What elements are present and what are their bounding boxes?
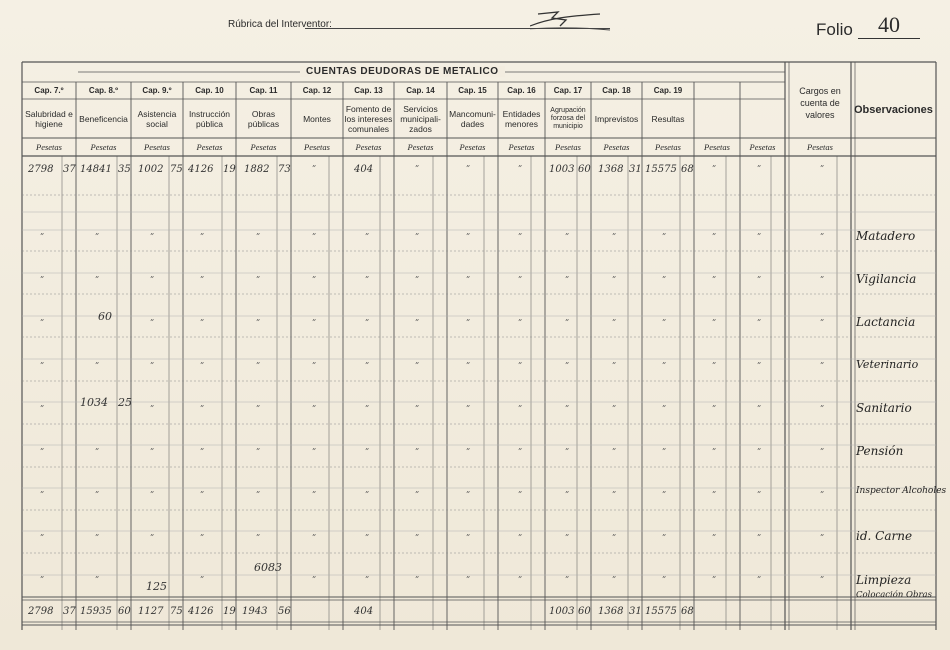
rubrica-label: Rúbrica del Interventor:: [228, 19, 332, 30]
ditto-mark: ”: [712, 318, 717, 327]
ditto-mark: ”: [200, 361, 205, 370]
ditto-mark: ”: [200, 404, 205, 413]
total-cap10-pesetas: 4126: [188, 606, 214, 617]
ditto-mark: ”: [200, 318, 205, 327]
obs-pension: Pensión: [856, 444, 904, 458]
col-4-cap: Cap. 11: [249, 86, 278, 95]
ditto-mark: ”: [200, 490, 205, 499]
total-cap19-cents: 68: [681, 606, 694, 617]
col-3-unit: Pesetas: [196, 142, 223, 152]
col-9-unit: Pesetas: [508, 142, 535, 152]
ditto-mark: ”: [150, 361, 155, 370]
total-cap10-cents: 19: [223, 606, 236, 617]
total-cap17-pesetas: 1003: [549, 606, 575, 617]
asistencia-entry-125: 125: [146, 580, 167, 593]
row1-cap19-cents: 68: [681, 164, 694, 175]
col-11-label: Imprevistos: [594, 113, 639, 124]
col-4-unit: Pesetas: [250, 142, 277, 152]
ditto-mark: ”: [712, 232, 717, 241]
col-14-label: [741, 100, 784, 137]
ditto-mark: ”: [662, 318, 667, 327]
total-cap19-pesetas: 15575: [645, 606, 677, 617]
ditto-mark: ”: [312, 318, 317, 327]
row1-cap7-cents: 37: [63, 164, 76, 175]
col-8-cap: Cap. 15: [458, 86, 487, 95]
row1-cap7-pesetas: 2798: [28, 164, 54, 175]
ditto-mark: ”: [415, 490, 420, 499]
ditto-mark: ”: [757, 318, 762, 327]
ditto-mark: ”: [518, 361, 523, 370]
ditto-mark: ”: [757, 361, 762, 370]
ditto-mark: ”: [415, 275, 420, 284]
ditto-mark: ”: [518, 232, 523, 241]
col-2-cap: Cap. 9.º: [142, 86, 172, 95]
ditto-mark: ”: [757, 404, 762, 413]
ditto-mark: ”: [40, 575, 45, 584]
ditto-mark: ”: [662, 275, 667, 284]
ditto-mark: ”: [712, 361, 717, 370]
row1-cap11-cents: 73: [278, 164, 291, 175]
ditto-mark: ”: [150, 275, 155, 284]
col-0-unit: Pesetas: [36, 142, 62, 152]
ditto-mark: ”: [466, 447, 471, 456]
ditto-mark: ”: [40, 232, 45, 241]
ditto-mark: ”: [256, 275, 261, 284]
ditto-mark: ”: [565, 533, 570, 542]
col-0-label: Salubridad e higiene: [25, 108, 73, 129]
ditto-mark: ”: [820, 490, 825, 499]
ditto-mark: ”: [565, 232, 570, 241]
col-8-label: Mancomuni-dades: [449, 108, 496, 129]
ditto-mark: ”: [466, 164, 471, 173]
ditto-mark: ”: [662, 575, 667, 584]
ditto-mark: ”: [40, 490, 45, 499]
row1-cap17-cents: 60: [578, 164, 591, 175]
ditto-mark: ”: [256, 490, 261, 499]
ditto-mark: ”: [95, 447, 100, 456]
ditto-mark: ”: [712, 164, 717, 173]
ditto-mark: ”: [612, 404, 617, 413]
ditto-mark: ”: [518, 533, 523, 542]
ditto-mark: ”: [757, 232, 762, 241]
ditto-mark: ”: [820, 575, 825, 584]
col-9-cap: Cap. 16: [507, 86, 536, 95]
ditto-mark: ”: [256, 533, 261, 542]
ditto-mark: ”: [612, 275, 617, 284]
ditto-mark: ”: [312, 447, 317, 456]
ditto-mark: ”: [820, 232, 825, 241]
ditto-mark: ”: [466, 533, 471, 542]
obs-colocacion-obras: Colocación Obras: [856, 590, 932, 600]
ditto-mark: ”: [712, 275, 717, 284]
col-1-cap: Cap. 8.º: [88, 86, 119, 95]
ditto-mark: ”: [820, 164, 825, 173]
ditto-mark: ”: [415, 404, 420, 413]
ditto-mark: ”: [256, 361, 261, 370]
row1-cap13-pesetas: 404: [354, 164, 374, 175]
col-13-label: [695, 100, 739, 137]
col-7-cap: Cap. 14: [406, 86, 435, 95]
ditto-mark: ”: [466, 275, 471, 284]
ditto-mark: ”: [662, 404, 667, 413]
ditto-mark: ”: [820, 361, 825, 370]
folio-label: Folio: [816, 20, 853, 39]
ditto-mark: ”: [312, 490, 317, 499]
ditto-mark: ”: [415, 232, 420, 241]
ditto-mark: ”: [256, 447, 261, 456]
ditto-mark: ”: [415, 533, 420, 542]
ditto-mark: ”: [40, 275, 45, 284]
ditto-mark: ”: [757, 447, 762, 456]
ditto-mark: ”: [365, 361, 370, 370]
ditto-mark: ”: [466, 318, 471, 327]
col-6-label: Fomento de los intereses comunales: [344, 103, 393, 134]
ditto-mark: ”: [466, 490, 471, 499]
ditto-mark: ”: [200, 275, 205, 284]
observaciones-header: Observaciones: [854, 104, 933, 116]
ditto-mark: ”: [518, 164, 523, 173]
ditto-mark: ”: [518, 318, 523, 327]
ditto-mark: ”: [365, 533, 370, 542]
col-4-label: Obras públicas: [247, 108, 280, 129]
row1-cap11-pesetas: 1882: [244, 164, 270, 175]
ditto-mark: ”: [612, 575, 617, 584]
ditto-mark: ”: [256, 318, 261, 327]
ditto-mark: ”: [757, 575, 762, 584]
total-cap11-cents: 56: [278, 606, 291, 617]
ditto-mark: ”: [200, 232, 205, 241]
document-title: CUENTAS DEUDORAS DE METALICO: [300, 66, 505, 77]
ditto-mark: ”: [150, 232, 155, 241]
ditto-mark: ”: [40, 361, 45, 370]
total-cap7-cents: 37: [63, 606, 76, 617]
total-cap17-cents: 60: [578, 606, 591, 617]
col-12-cap: Cap. 19: [653, 86, 683, 95]
folio-number: 40: [858, 12, 920, 39]
ditto-mark: ”: [757, 533, 762, 542]
total-cap13-pesetas: 404: [354, 606, 374, 617]
row1-cap8-pesetas: 14841: [80, 164, 112, 175]
ditto-mark: ”: [518, 575, 523, 584]
ditto-mark: ”: [820, 447, 825, 456]
obs-veterinario: Veterinario: [856, 358, 919, 371]
obs-id-carne: id. Carne: [856, 529, 913, 543]
ditto-mark: ”: [256, 232, 261, 241]
ditto-mark: ”: [95, 232, 100, 241]
ditto-mark: ”: [415, 447, 420, 456]
beneficencia-entry-1034: 1034: [80, 396, 108, 409]
ditto-mark: ”: [150, 447, 155, 456]
ditto-mark: ”: [662, 490, 667, 499]
col-13-unit: Pesetas: [704, 142, 730, 152]
obs-matadero: Matadero: [856, 229, 916, 243]
beneficencia-entry-60: 60: [98, 310, 112, 323]
ditto-mark: ”: [150, 533, 155, 542]
obs-vigilancia: Vigilancia: [856, 272, 917, 286]
ditto-mark: ”: [312, 533, 317, 542]
ditto-mark: ”: [757, 275, 762, 284]
col-12-unit: Pesetas: [655, 142, 681, 152]
total-cap9-cents: 75: [170, 606, 183, 617]
ditto-mark: ”: [365, 275, 370, 284]
ditto-mark: ”: [415, 164, 420, 173]
ditto-mark: ”: [365, 575, 370, 584]
ditto-mark: ”: [95, 275, 100, 284]
ditto-mark: ”: [712, 404, 717, 413]
total-cap11-pesetas: 1943: [242, 606, 268, 617]
row1-cap9-pesetas: 1002: [138, 164, 164, 175]
col-3-label: Instrucción pública: [188, 108, 231, 129]
ditto-mark: ”: [150, 318, 155, 327]
col-7-unit: Pesetas: [407, 142, 434, 152]
ditto-mark: ”: [565, 404, 570, 413]
ditto-mark: ”: [820, 533, 825, 542]
total-cap7-pesetas: 2798: [28, 606, 54, 617]
ditto-mark: ”: [365, 232, 370, 241]
col-2-unit: Pesetas: [144, 142, 170, 152]
ditto-mark: ”: [518, 447, 523, 456]
ditto-mark: ”: [612, 533, 617, 542]
ditto-mark: ”: [565, 447, 570, 456]
row1-cap8-cents: 35: [118, 164, 131, 175]
ditto-mark: ”: [712, 447, 717, 456]
ditto-mark: ”: [365, 447, 370, 456]
ditto-mark: ”: [612, 490, 617, 499]
ditto-mark: ”: [365, 404, 370, 413]
ditto-mark: ”: [820, 404, 825, 413]
ditto-mark: ”: [565, 490, 570, 499]
total-cap8-cents: 60: [118, 606, 131, 617]
ditto-mark: ”: [565, 275, 570, 284]
ditto-mark: ”: [95, 533, 100, 542]
col-0-cap: Cap. 7.º: [34, 86, 64, 95]
ditto-mark: ”: [518, 404, 523, 413]
ditto-mark: ”: [365, 490, 370, 499]
ditto-mark: ”: [565, 361, 570, 370]
ditto-mark: ”: [95, 361, 100, 370]
ditto-mark: ”: [612, 318, 617, 327]
ditto-mark: ”: [662, 533, 667, 542]
col-8-unit: Pesetas: [459, 142, 486, 152]
ditto-mark: ”: [365, 318, 370, 327]
row1-cap9-cents: 75: [170, 164, 183, 175]
ditto-mark: ”: [200, 575, 205, 584]
row1-cap18-pesetas: 1368: [598, 164, 624, 175]
col-5-cap: Cap. 12: [302, 86, 332, 95]
ditto-mark: ”: [312, 361, 317, 370]
ditto-mark: ”: [712, 533, 717, 542]
ditto-mark: ”: [40, 404, 45, 413]
col-1-unit: Pesetas: [90, 142, 117, 152]
ditto-mark: ”: [662, 232, 667, 241]
ditto-mark: ”: [40, 318, 45, 327]
ditto-mark: ”: [312, 404, 317, 413]
ditto-mark: ”: [518, 275, 523, 284]
beneficencia-entry-1034-cents: 25: [118, 396, 132, 409]
col-6-cap: Cap. 13: [354, 86, 383, 95]
ditto-mark: ”: [662, 447, 667, 456]
ditto-mark: ”: [312, 164, 317, 173]
ditto-mark: ”: [518, 490, 523, 499]
obras-entry-6083: 6083: [254, 561, 282, 574]
col-5-label: Montes: [303, 113, 331, 124]
total-cap8-pesetas: 15935: [80, 606, 112, 617]
col-11-unit: Pesetas: [603, 142, 630, 152]
col-6-unit: Pesetas: [355, 142, 382, 152]
total-cap9-pesetas: 1127: [138, 606, 164, 617]
col-2-label: Asistencia social: [137, 108, 177, 129]
ditto-mark: ”: [565, 318, 570, 327]
ditto-mark: ”: [466, 361, 471, 370]
ditto-mark: ”: [150, 404, 155, 413]
row1-cap19-pesetas: 15575: [645, 164, 677, 175]
ditto-mark: ”: [150, 490, 155, 499]
ditto-mark: ”: [95, 575, 100, 584]
ditto-mark: ”: [712, 490, 717, 499]
ditto-mark: ”: [415, 318, 420, 327]
cargos-label: Cargos en cuenta de valores: [799, 86, 841, 120]
col-14-unit: Pesetas: [749, 142, 776, 152]
ditto-mark: ”: [757, 490, 762, 499]
ditto-mark: ”: [612, 447, 617, 456]
ditto-mark: ”: [40, 533, 45, 542]
ditto-mark: ”: [256, 404, 261, 413]
ditto-mark: ”: [312, 575, 317, 584]
ditto-mark: ”: [820, 275, 825, 284]
col-1-label: Beneficencia: [79, 113, 128, 124]
ditto-mark: ”: [612, 361, 617, 370]
col-10-label: Agrupación forzosa del municipio: [550, 106, 586, 130]
row1-cap17-pesetas: 1003: [549, 164, 575, 175]
ditto-mark: ”: [200, 447, 205, 456]
ditto-mark: ”: [40, 447, 45, 456]
ditto-mark: ”: [415, 361, 420, 370]
row1-cap18-cents: 31: [629, 164, 642, 175]
ditto-mark: ”: [466, 404, 471, 413]
cargos-unit: Pesetas: [807, 142, 833, 152]
ditto-mark: ”: [712, 575, 717, 584]
ditto-mark: ”: [757, 164, 762, 173]
ditto-mark: ”: [415, 575, 420, 584]
col-12-label: Resultas: [651, 113, 685, 124]
obs-lactancia: Lactancia: [856, 315, 916, 329]
obs-limpieza: Limpieza: [856, 573, 912, 587]
col-5-unit: Pesetas: [304, 142, 330, 152]
ditto-mark: ”: [312, 232, 317, 241]
row1-cap10-pesetas: 4126: [188, 164, 214, 175]
ditto-mark: ”: [612, 232, 617, 241]
ditto-mark: ”: [820, 318, 825, 327]
ditto-mark: ”: [466, 575, 471, 584]
row1-cap10-cents: 19: [223, 164, 236, 175]
obs-inspector-alcoholes: Inspector Alcoholes: [856, 486, 947, 496]
ditto-mark: ”: [466, 232, 471, 241]
ditto-mark: ”: [662, 361, 667, 370]
ditto-mark: ”: [312, 275, 317, 284]
col-10-cap: Cap. 17: [553, 86, 583, 95]
col-3-cap: Cap. 10: [195, 86, 224, 95]
col-9-label: Entidades menores: [502, 108, 541, 129]
col-10-unit: Pesetas: [555, 142, 581, 152]
obs-sanitario: Sanitario: [856, 401, 912, 415]
col-11-cap: Cap. 18: [602, 86, 631, 95]
total-cap18-cents: 31: [629, 606, 642, 617]
ditto-mark: ”: [95, 490, 100, 499]
ditto-mark: ”: [565, 575, 570, 584]
col-7-label: Servicios municipali-zados: [400, 103, 441, 134]
total-cap18-pesetas: 1368: [598, 606, 624, 617]
ditto-mark: ”: [200, 533, 205, 542]
